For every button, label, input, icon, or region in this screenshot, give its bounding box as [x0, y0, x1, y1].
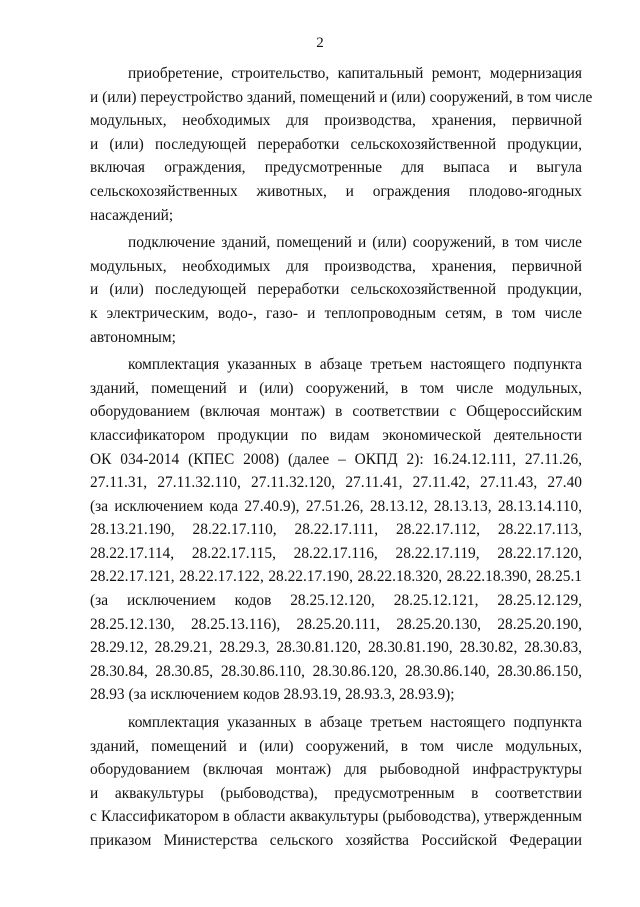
text-line: и (или) последующей переработки сельскохозяйственной продукции,: [90, 135, 582, 153]
text-line: и (или) последующей переработки сельскохозяйственной продукции,: [90, 281, 582, 299]
paragraph: [90, 711, 582, 853]
text-line: модульных, необходимых для производства, хранения, первичной: [90, 257, 582, 275]
paragraph: [90, 231, 582, 349]
page-number: 2: [316, 35, 324, 51]
text-line: 28.13.21.190, 28.22.17.110, 28.22.17.111, 28.22.17.112, 28.22.17.113,: [90, 521, 582, 539]
paragraph: [90, 353, 582, 707]
text-line: приказом Министерства сельского хозяйства Российской Федерации: [90, 832, 582, 849]
paragraph: [90, 62, 593, 227]
text-line: сельскохозяйственных животных, и ограждения плодово-ягодных: [90, 182, 582, 200]
text-line: и аквакультуры (рыбоводства), предусмотренным в соответствии: [90, 784, 582, 802]
text-line: (за исключением кода 27.40.9), 27.51.26, 28.13.12, 28.13.13, 28.13.14.110,: [90, 497, 582, 515]
document-body: [90, 62, 593, 853]
text-line: автономным;: [90, 328, 176, 346]
text-line: классификатором продукции по видам экономической деятельности: [90, 426, 582, 444]
text-line: 28.30.84, 28.30.85, 28.30.86.110, 28.30.86.120, 28.30.86.140, 28.30.86.150,: [90, 662, 582, 680]
text-line: 27.11.31, 27.11.32.110, 27.11.32.120, 27.11.41, 27.11.42, 27.11.43, 27.40: [90, 474, 582, 492]
text-line: и (или) переустройство зданий, помещений и (или) сооружений, в том числе: [90, 88, 593, 106]
text-line: 28.93 (за исключением кодов 28.93.19, 28.93.3, 28.93.9);: [90, 686, 455, 704]
text-line: зданий, помещений и (или) сооружений, в том числе модульных,: [90, 379, 582, 397]
text-line: насаждений;: [90, 206, 174, 224]
text-line: оборудованием (включая монтаж) в соответствии с Общероссийским: [90, 403, 582, 421]
text-line: ОК 034-2014 (КПЕС 2008) (далее – ОКПД 2): 16.24.12.111, 27.11.26,: [90, 450, 582, 468]
text-line: 28.25.12.130, 28.25.13.116), 28.25.20.111, 28.25.20.130, 28.25.20.190,: [90, 615, 582, 633]
text-line: с Классификатором в области аквакультуры (рыбоводства), утвержденным: [90, 808, 582, 826]
text-line: включая ограждения, предусмотренные для выпаса и выгула: [90, 159, 582, 177]
text-line: зданий, помещений и (или) сооружений, в том числе модульных,: [90, 737, 582, 755]
text-line: (за исключением кодов 28.25.12.120, 28.25.12.121, 28.25.12.129,: [90, 592, 582, 610]
text-line: модульных, необходимых для производства, хранения, первичной: [90, 112, 582, 130]
text-line: оборудованием (включая монтаж) для рыбоводной инфраструктуры: [90, 761, 582, 779]
text-line: комплектация указанных в абзаце третьем настоящего подпункта: [128, 356, 582, 374]
text-line: приобретение, строительство, капитальный ремонт, модернизация: [128, 65, 582, 82]
text-line: к электрическим, водо-, газо- и теплопроводным сетям, в том числе: [90, 304, 582, 322]
text-line: комплектация указанных в абзаце третьем настоящего подпункта: [128, 714, 582, 732]
text-line: подключение зданий, помещений и (или) сооружений, в том числе: [128, 234, 582, 252]
text-line: 28.22.17.114, 28.22.17.115, 28.22.17.116, 28.22.17.119, 28.22.17.120,: [90, 544, 582, 562]
text-line: 28.29.12, 28.29.21, 28.29.3, 28.30.81.120, 28.30.81.190, 28.30.82, 28.30.83,: [90, 639, 582, 657]
text-line: 28.22.17.121, 28.22.17.122, 28.22.17.190, 28.22.18.320, 28.22.18.390, 28.25.1: [90, 568, 582, 586]
